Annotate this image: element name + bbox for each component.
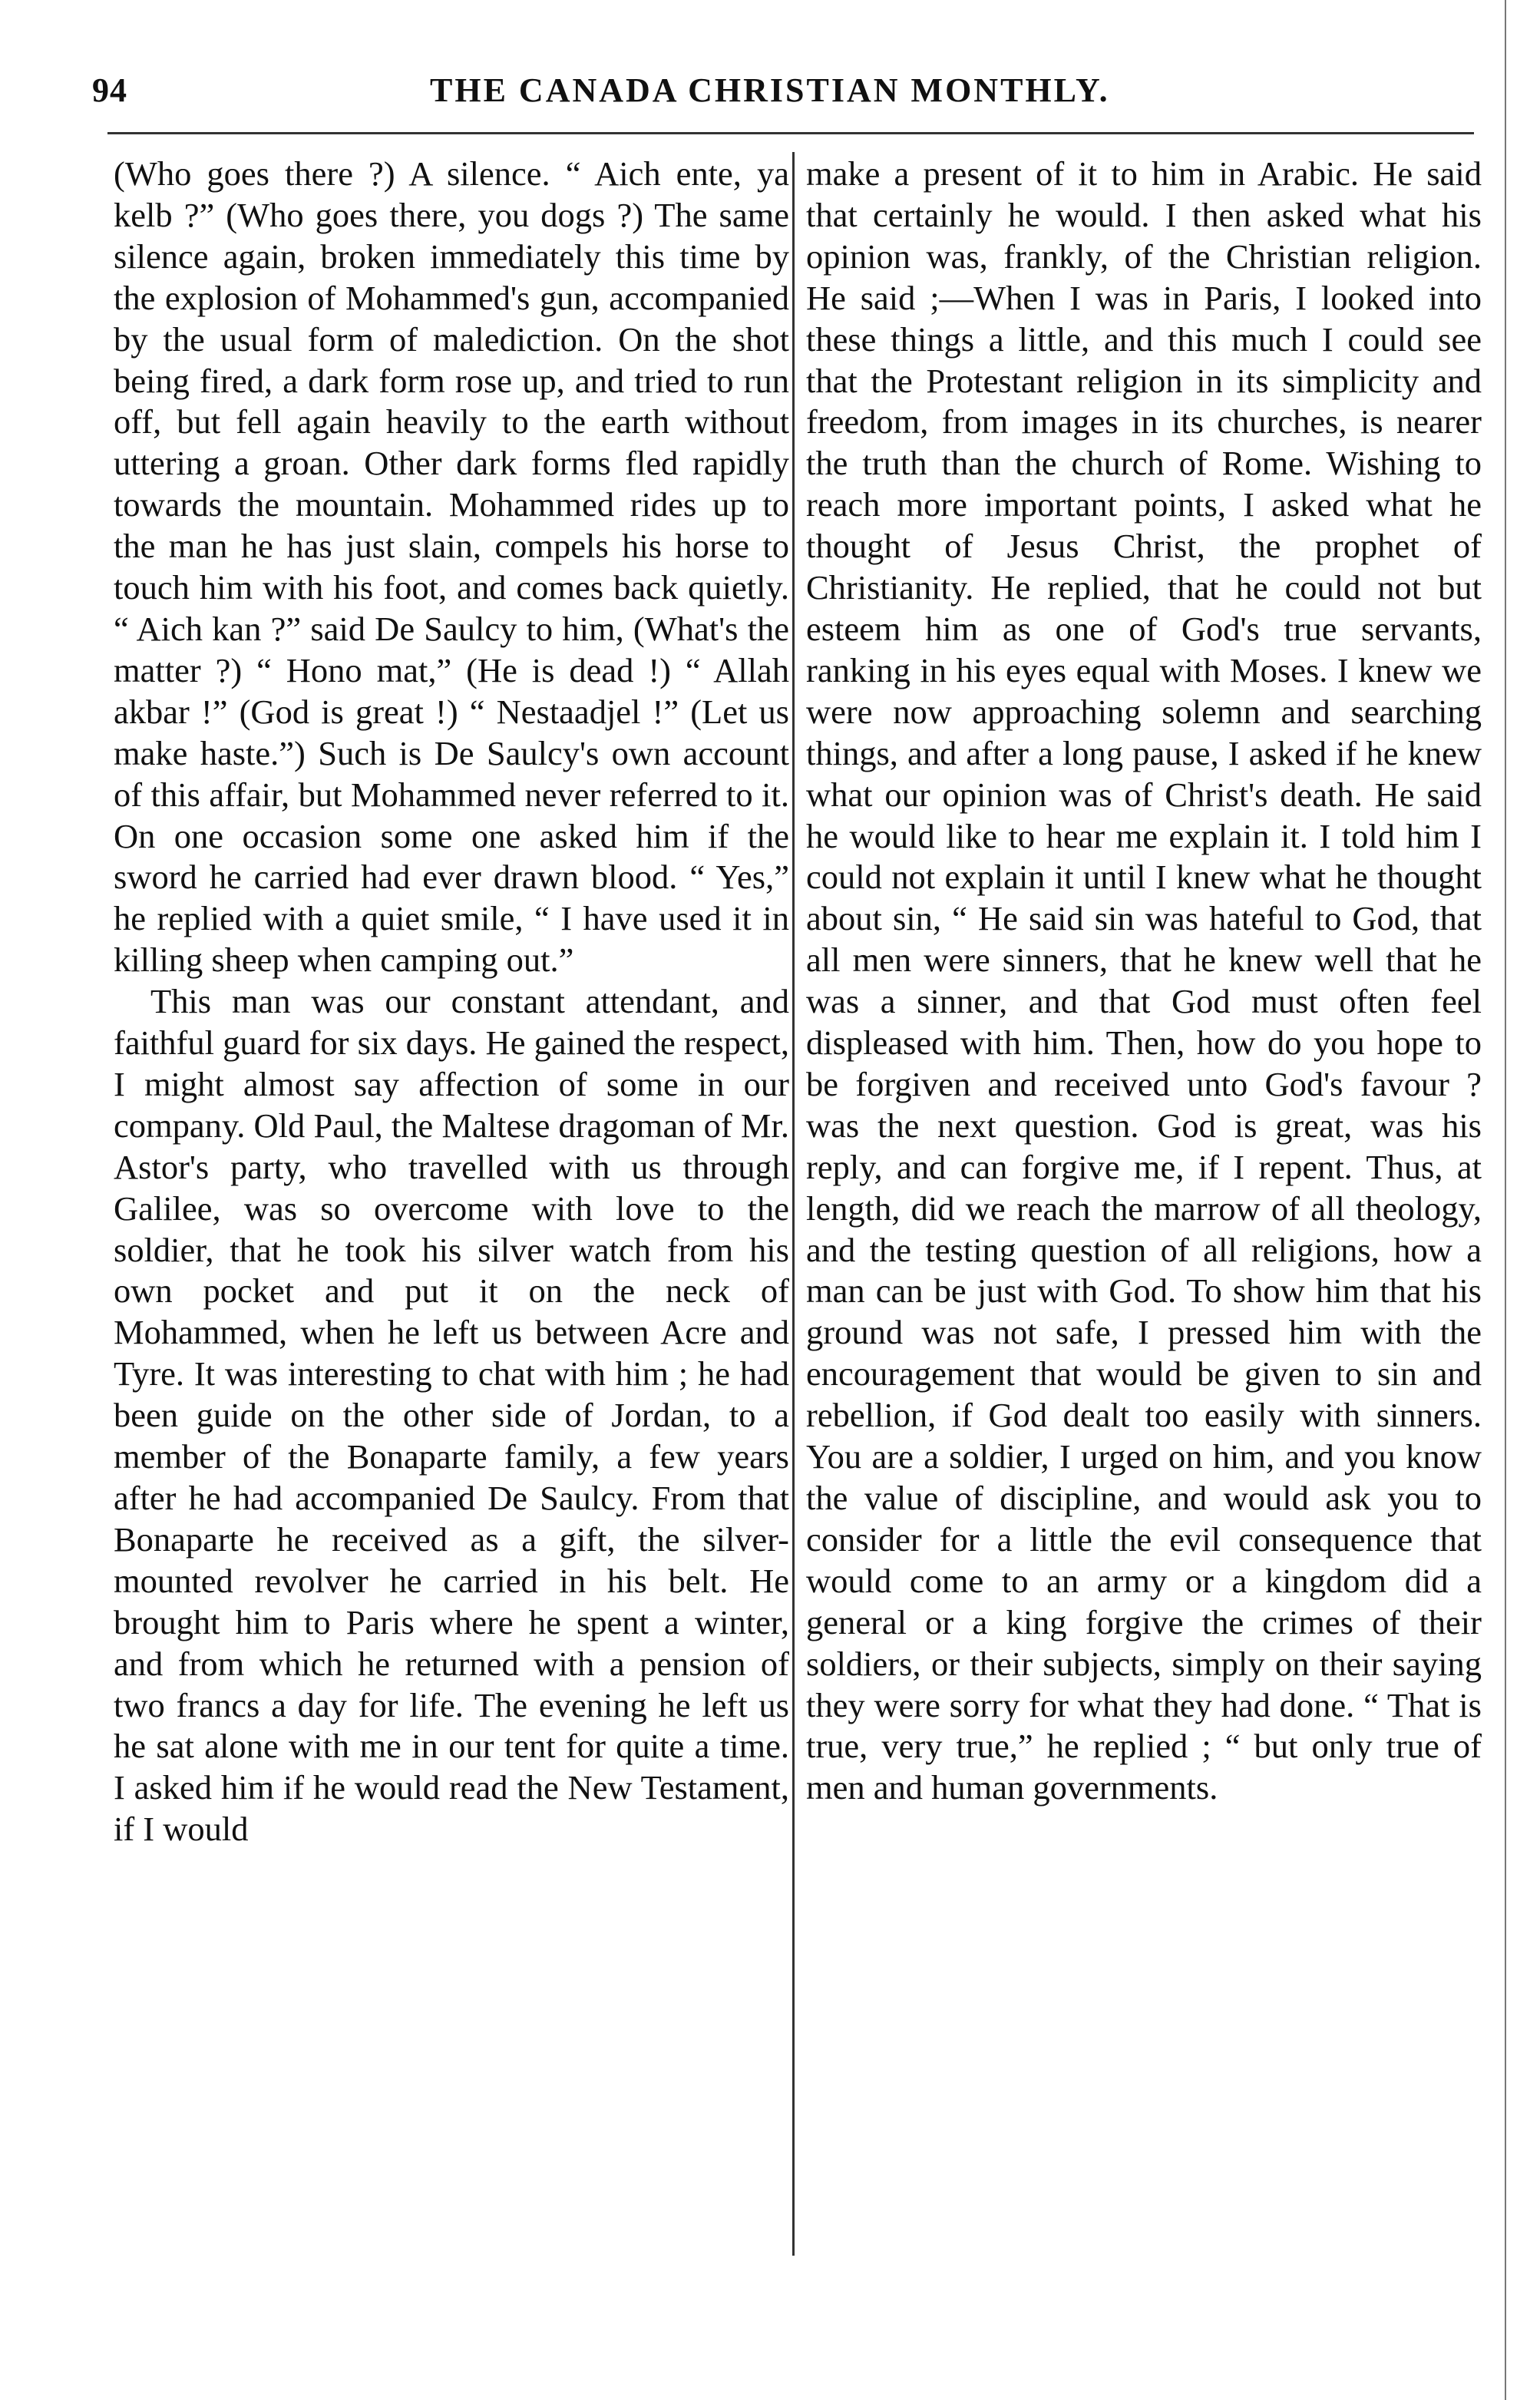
left-column <box>114 154 789 1850</box>
page-edge-line <box>1505 0 1506 2400</box>
page-header <box>92 71 1497 124</box>
right-paragraph-1: make a present of it to him in Arabic. He said that certainly he would. I then asked what his opinion was, frankly, of the Christian religion. He said ;—When I was in Paris, I looked into these things a little, and this much I could see that the Protestant religion in its simplicity and freedom, from images in its churches, is nearer the truth than the church of Rome. Wishing to reach more important points, I asked what he thought of Jesus Christ, the prophet of Christianity. He replied, that he could not but esteem him as one of God's true servants, ranking in his eyes equal with Moses. I knew we were now approaching solemn and searching things, and after a long pause, I asked if he knew what our opinion was of Christ's death. He said he would like to hear me explain it. I told him I could not explain it until I knew what he thought about sin, “ He said sin was hateful to God, that all men were sinners, that he knew well that he was a sinner, and that God must often feel displeased with him. Then, how do you hope to be forgiven and received unto God's favour ? was the next question. God is great, was his reply, and can forgive me, if I repent. Thus, at length, did we reach the marrow of all theology, and the testing question of all religions, how a man can be just with God. To show him that his ground was not safe, I pressed him with the encouragement that would be given to sin and rebellion, if God dealt too easily with sinners. You are a soldier, I urged on him, and you know the value of discipline, and would ask you to consider for a little the evil consequence that would come to an army or a kingdom did a general or a king forgive the crimes of their soldiers, or their subjects, simply on their saying they were sorry for what they had done. “ That is true, very true,” he replied ; “ but only true of men and human governments. <box>806 154 1482 1807</box>
left-paragraph-2: This man was our constant attendant, and faithful guard for six days. He gained the respect, I might almost say affection of some in our company. Old Paul, the Maltese dragoman of Mr. Astor's party, who travelled with us through Galilee, was so overcome with love to the soldier, that he took his silver watch from his own pocket and put it on the neck of Mohammed, when he left us between Acre and Tyre. It was interesting to chat with him ; he had been guide on the other side of Jordan, to a member of the Bonaparte family, a few years after he had accompanied De Saulcy. From that Bonaparte he received as a gift, the silver-mounted revolver he carried in his belt. He brought him to Paris where he spent a winter, and from which he returned with a pension of two francs a day for life. The evening he left us he sat alone with me in our tent for quite a time. I asked him if he would read the New Testament, if I would <box>114 982 789 1849</box>
column-divider <box>792 152 795 2256</box>
right-column <box>806 154 1482 1809</box>
left-paragraph-1: (Who goes there ?) A silence. “ Aich ente, ya kelb ?” (Who goes there, you dogs ?) The same silence again, broken immediately this time by the explosion of Mohammed's gun, accompanied by the usual form of malediction. On the shot being fired, a dark form rose up, and tried to run off, but fell again heavily to the earth without uttering a groan. Other dark forms fled rapidly towards the mountain. Mohammed rides up to the man he has just slain, compels his horse to touch him with his foot, and comes back quietly. “ Aich kan ?” said De Saulcy to him, (What's the matter ?) “ Hono mat,” (He is dead !) “ Allah akbar !” (God is great !) “ Nestaadjel !” (Let us make haste.”) Such is De Saulcy's own account of this affair, but Mohammed never referred to it. On one occasion some one asked him if the sword he carried had ever drawn blood. “ Yes,” he replied with a quiet smile, “ I have used it in killing sheep when camping out.” <box>114 154 789 980</box>
page-number: 94 <box>92 71 127 109</box>
running-title: THE CANADA CHRISTIAN MONTHLY. <box>430 71 1110 109</box>
header-rule <box>107 132 1474 134</box>
